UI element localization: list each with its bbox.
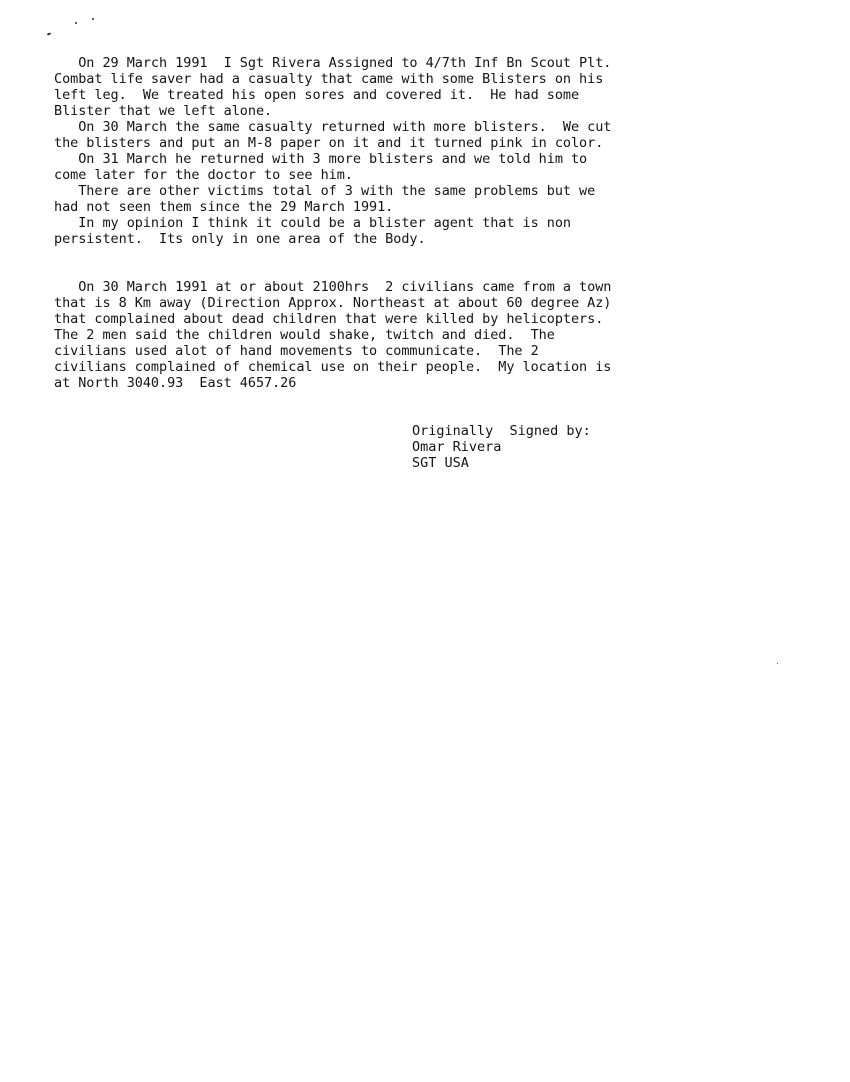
text-line: civilians used alot of hand movements to communicate. The 2	[54, 343, 539, 359]
text-line: come later for the doctor to see him.	[54, 167, 353, 183]
text-line: Combat life saver had a casualty that came with some Blisters on his	[54, 71, 604, 87]
text-line: that complained about dead children that were killed by helicopters.	[54, 311, 604, 327]
text-line: Blister that we left alone.	[54, 103, 273, 119]
text-line: On 30 March 1991 at or about 2100hrs 2 civilians came from a town	[54, 279, 612, 295]
text-line: On 29 March 1991 I Sgt Rivera Assigned to 4/7th Inf Bn Scout Plt.	[54, 55, 612, 71]
signer-name: Omar Rivera	[412, 439, 502, 455]
civilian-report-paragraph	[54, 279, 744, 391]
text-line: that is 8 Km away (Direction Approx. Northeast at about 60 degree Az)	[54, 295, 612, 311]
signer-rank: SGT USA	[412, 455, 469, 471]
casualty-report-paragraph	[54, 55, 744, 247]
text-line: civilians complained of chemical use on their people. My location is	[54, 359, 612, 375]
text-line: left leg. We treated his open sores and covered it. He had some	[54, 87, 580, 103]
scan-speck	[75, 22, 77, 24]
signature-line: Originally Signed by:	[412, 423, 591, 439]
signature-block	[412, 423, 591, 471]
scan-speck	[777, 663, 778, 664]
scan-speck	[47, 32, 51, 35]
text-line: The 2 men said the children would shake, twitch and died. The	[54, 327, 555, 343]
text-line: had not seen them since the 29 March 1991.	[54, 199, 394, 215]
text-line: There are other victims total of 3 with the same problems but we	[54, 183, 596, 199]
text-line: the blisters and put an M-8 paper on it and it turned pink in color.	[54, 135, 604, 151]
text-line: In my opinion I think it could be a blister agent that is non	[54, 215, 571, 231]
text-line: persistent. Its only in one area of the Body.	[54, 231, 426, 247]
text-line: On 31 March he returned with 3 more blisters and we told him to	[54, 151, 588, 167]
text-line: at North 3040.93 East 4657.26	[54, 375, 297, 391]
text-line: On 30 March the same casualty returned with more blisters. We cut	[54, 119, 612, 135]
scan-speck	[92, 18, 94, 20]
